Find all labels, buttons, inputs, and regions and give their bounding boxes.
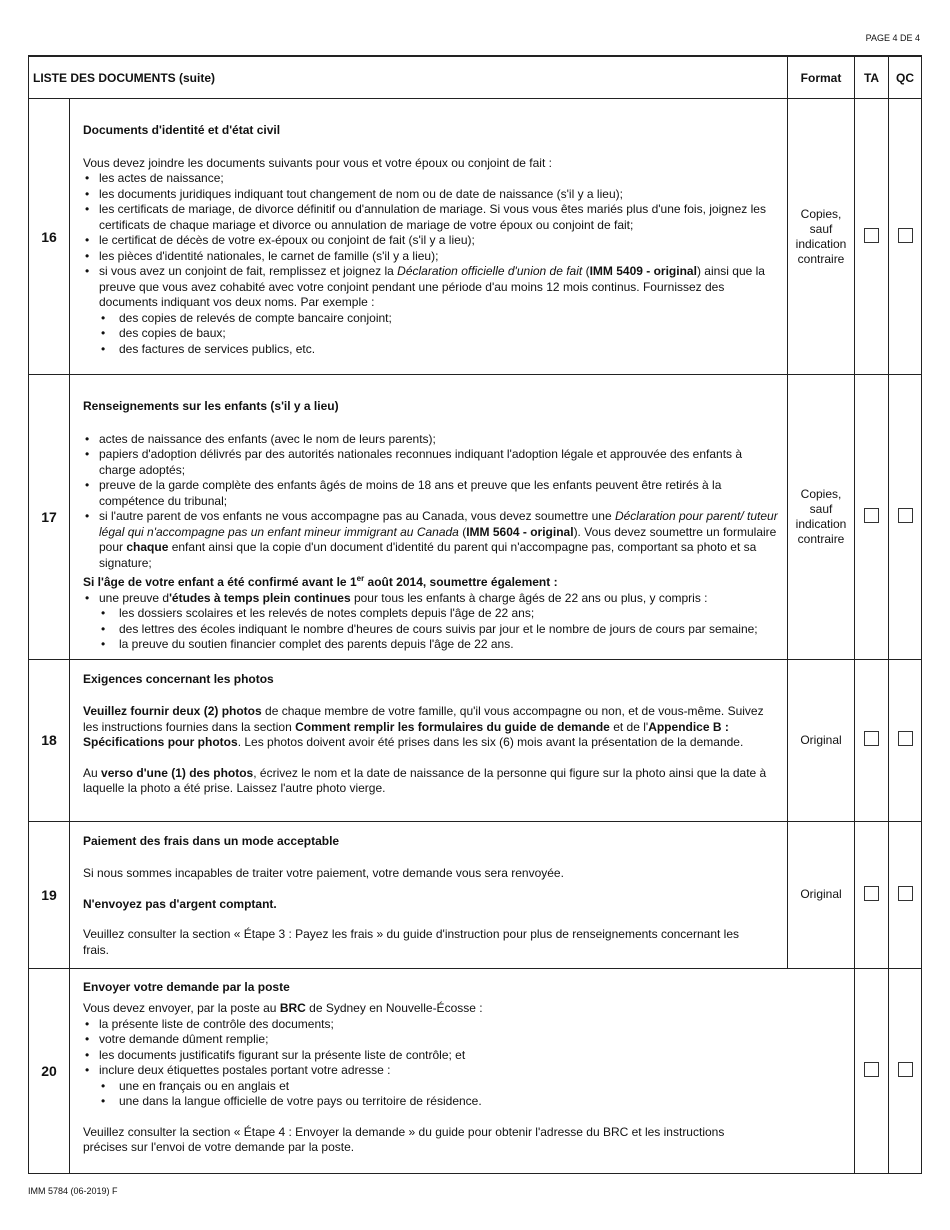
list-item: • des factures de services publics, etc. [83, 342, 781, 358]
bullet-list [83, 432, 781, 572]
ta-checkbox[interactable] [864, 1062, 879, 1077]
list-item: • papiers d'adoption délivrés par des autorités nationales reconnues indiquant l'adoption légale et approuvée des enfants à charge adoptés; [83, 447, 781, 478]
qc-checkbox[interactable] [898, 1062, 913, 1077]
row-heading: Exigences concernant les photos [83, 671, 274, 686]
row-number: 17 [29, 375, 70, 660]
row-heading: Envoyer votre demande par la poste [83, 979, 290, 994]
documents-table [28, 55, 922, 1174]
ta-checkbox[interactable] [864, 228, 879, 243]
row-intro: Vous devez envoyer, par la poste au BRC de Sydney en Nouvelle-Écosse : [83, 1001, 483, 1015]
condition-text: Si l'âge de votre enfant a été confirmé avant le 1er août 2014, soumettre également : [83, 574, 558, 589]
list-item: • la présente liste de contrôle des documents; [83, 1017, 848, 1033]
row-number: 19 [29, 821, 70, 968]
row-number: 18 [29, 659, 70, 821]
row-content [70, 375, 788, 660]
paragraph: Si nous sommes incapables de traiter votre paiement, votre demande vous sera renvoyée. [83, 866, 564, 880]
qc-checkbox[interactable] [898, 228, 913, 243]
list-item: • si l'autre parent de vos enfants ne vous accompagne pas au Canada, vous devez soumettre une Déclaration pour parent/ tuteur légal qui n'accompagne pas un enfant mineur immigrant au Canada (IMM 5604 - original). Vous devez soumettre un formulaire pour chaque enfant ainsi que la copie d'un document d'identité du parent qui n'accompagne pas, comportant sa photo et sa signature; [83, 509, 781, 571]
paragraph: Veuillez fournir deux (2) photos de chaque membre de votre famille, qu'il vous accompagne ou non, et de vous-même. Suivez les instructions fournies dans la section Comment remplir les formulaires du guide de demande et de l'Appendice B : Spécifications pour photos. Les photos doivent avoir été prises dans les six (6) mois avant la présentation de la demande. [83, 704, 764, 749]
list-item: • si vous avez un conjoint de fait, remplissez et joignez la Déclaration officielle d'union de fait (IMM 5409 - original) ainsi que la preuve que vous avez cohabité avec votre conjoint pendant une période d'au moins 12 mois continus. Fournissez des documents indiquant vos deux noms. Par exemple : [83, 264, 781, 311]
list-item: • une preuve d'études à temps plein continues pour tous les enfants à charge âgés de 22 ans ou plus, y compris : [83, 591, 781, 607]
format-header: Format [788, 56, 855, 99]
row-heading: Renseignements sur les enfants (s'il y a lieu) [83, 399, 339, 413]
paragraph: Veuillez consulter la section « Étape 4 : Envoyer la demande » du guide pour obtenir l'adresse du BRC et les instructions précises sur l'envoi de votre demande par la poste. [83, 1124, 725, 1154]
row-heading: Paiement des frais dans un mode acceptable [83, 833, 340, 848]
list-item: • preuve de la garde complète des enfants âgés de moins de 18 ans et preuve que les enfants peuvent être retirés à la compétence du tribunal; [83, 478, 781, 509]
ta-checkbox[interactable] [864, 731, 879, 746]
paragraph: N'envoyez pas d'argent comptant. [83, 896, 277, 911]
row-content [70, 659, 788, 821]
list-item: • des lettres des écoles indiquant le nombre d'heures de cours suivis par jour et le nombre de jours de cours par semaine; [83, 622, 781, 638]
list-item: • des copies de baux; [83, 326, 781, 342]
bullet-list [83, 171, 781, 311]
row-intro: Vous devez joindre les documents suivants pour vous et votre époux ou conjoint de fait : [83, 155, 552, 170]
qc-header: QC [889, 56, 922, 99]
list-item: • inclure deux étiquettes postales portant votre adresse : [83, 1063, 848, 1079]
row-content [70, 968, 855, 1173]
list-item: • la preuve du soutien financier complet des parents depuis l'âge de 22 ans. [83, 637, 781, 653]
table-title: LISTE DES DOCUMENTS (suite) [29, 56, 788, 99]
bullet-list [83, 1017, 848, 1079]
row-content [70, 99, 788, 375]
sub-list [83, 1079, 848, 1110]
list-item: • votre demande dûment remplie; [83, 1032, 848, 1048]
table-row [29, 968, 922, 1173]
list-item: • des copies de relevés de compte bancaire conjoint; [83, 311, 781, 327]
ta-checkbox[interactable] [864, 508, 879, 523]
list-item: • les actes de naissance; [83, 171, 781, 187]
row-number: 16 [29, 99, 70, 375]
list-item: • les certificats de mariage, de divorce définitif ou d'annulation de mariage. Si vous vous êtes mariés plus d'une fois, joignez les certificats de chaque mariage et divorce ou annulation de mariage de votre époux ou conjoint de fait; [83, 202, 781, 233]
bullet-list [83, 591, 781, 607]
table-row [29, 821, 922, 968]
list-item: • actes de naissance des enfants (avec le nom de leurs parents); [83, 432, 781, 448]
sub-list [83, 606, 781, 653]
list-item: • les pièces d'identité nationales, le carnet de famille (s'il y a lieu); [83, 249, 781, 265]
table-row [29, 375, 922, 660]
page-number: PAGE 4 DE 4 [865, 33, 920, 43]
row-heading: Documents d'identité et d'état civil [83, 123, 281, 137]
list-item: • une dans la langue officielle de votre pays ou territoire de résidence. [83, 1094, 848, 1110]
format-cell: Copies, sauf indication contraire [788, 99, 855, 375]
table-row [29, 659, 922, 821]
table-row [29, 99, 922, 375]
format-cell: Copies, sauf indication contraire [788, 375, 855, 660]
form-footer: IMM 5784 (06-2019) F [28, 1186, 118, 1196]
paragraph: Veuillez consulter la section « Étape 3 : Payez les frais » du guide d'instruction pour plus de renseignements concernant les frais. [83, 927, 740, 957]
ta-checkbox[interactable] [864, 886, 879, 901]
ta-header: TA [855, 56, 889, 99]
list-item: • le certificat de décès de votre ex-époux ou conjoint de fait (s'il y a lieu); [83, 233, 781, 249]
row-content [70, 821, 788, 968]
list-item: • une en français ou en anglais et [83, 1079, 848, 1095]
list-item: • les dossiers scolaires et les relevés de notes complets depuis l'âge de 22 ans; [83, 606, 781, 622]
sub-list [83, 311, 781, 358]
table-header-row [29, 56, 922, 99]
list-item: • les documents juridiques indiquant tout changement de nom ou de date de naissance (s'il y a lieu); [83, 187, 781, 203]
row-number: 20 [29, 968, 70, 1173]
qc-checkbox[interactable] [898, 886, 913, 901]
qc-checkbox[interactable] [898, 731, 913, 746]
list-item: • les documents justificatifs figurant sur la présente liste de contrôle; et [83, 1048, 848, 1064]
format-cell: Original [788, 821, 855, 968]
paragraph: Au verso d'une (1) des photos, écrivez le nom et la date de naissance de la personne qui figure sur la photo ainsi que la date à laquelle la photo a été prise. Laissez l'autre photo vierge. [83, 765, 767, 795]
format-cell: Original [788, 659, 855, 821]
qc-checkbox[interactable] [898, 508, 913, 523]
